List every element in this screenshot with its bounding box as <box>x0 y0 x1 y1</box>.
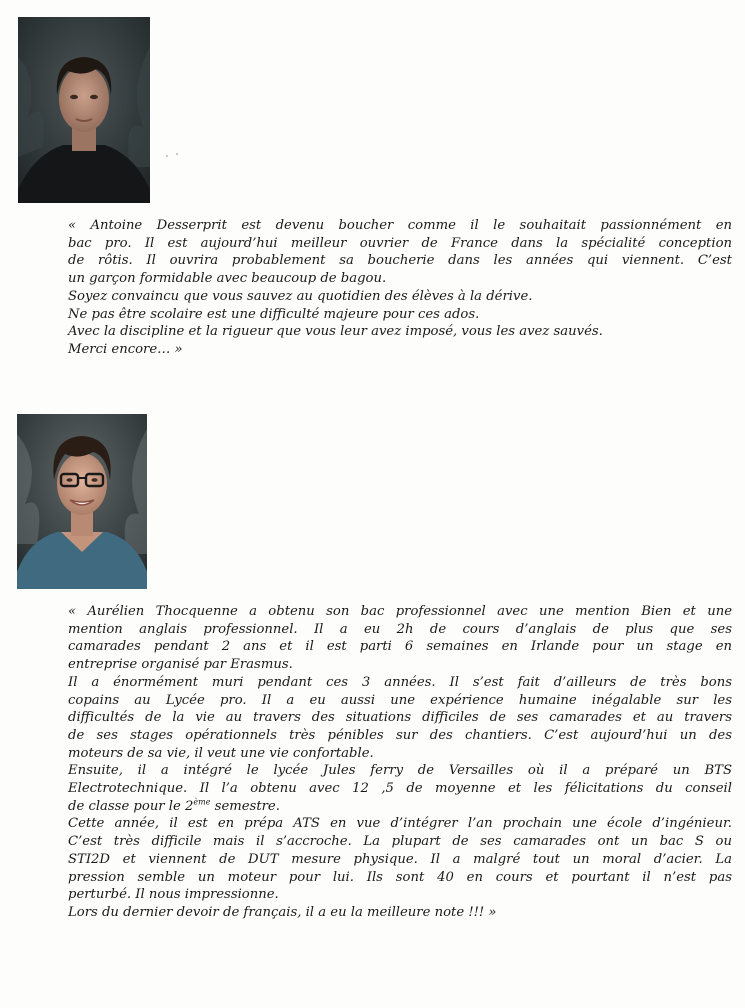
testimonial-line: Merci encore… » <box>68 341 183 357</box>
testimonial-line: Ne pas être scolaire est une difficulté majeure pour ces ados. <box>68 306 480 322</box>
testimonial-antoine <box>68 217 732 359</box>
testimonial-aurelien <box>68 603 732 922</box>
testimonial-line: C’est très difficile mais il s’accroche. La plupart de ses camarades ont un bac S ou <box>68 834 732 850</box>
testimonial-line <box>68 798 732 816</box>
testimonial-line: Il a énormément muri pendant ces 3 années. Il s’est fait d’ailleurs de très bons <box>68 674 732 690</box>
ordinal-suffix: ème <box>193 797 211 807</box>
testimonial-line: moteurs de sa vie, il veut une vie confortable. <box>68 745 374 761</box>
portrait-image <box>17 414 147 589</box>
testimonial-line: Soyez convaincu que vous sauvez au quotidien des élèves à la dérive. <box>68 288 533 304</box>
testimonial-line: « Antoine Desserprit est devenu boucher comme il le souhaitait passionnément en <box>68 218 732 233</box>
testimonial-text: semestre. <box>210 798 280 814</box>
testimonial-line: bac pro. Il est aujourd’hui meilleur ouvrier de France dans la spécialité conception <box>68 235 732 251</box>
testimonial-line: entreprise organisé par Erasmus. <box>68 657 293 673</box>
testimonial-line: Avec la discipline et la rigueur que vous leur avez imposé, vous les avez sauvés. <box>68 324 603 340</box>
testimonial-line: de rôtis. Il ouvrira probablement sa boucherie dans les années qui viennent. C’est <box>68 253 732 269</box>
student-photo-1 <box>18 17 150 203</box>
student-photo-2 <box>17 414 147 589</box>
testimonial-line: copains au Lycée pro. Il a eu aussi une expérience humaine inégalable sur les <box>68 692 732 708</box>
testimonial-line: Lors du dernier devoir de français, il a eu la meilleure note !!! » <box>68 904 497 920</box>
testimonial-line: pression semble un moteur pour lui. Ils sont 40 en cours et pourtant il n’est pas <box>68 869 732 885</box>
testimonial-line: Ensuite, il a intégré le lycée Jules ferry de Versailles où il a préparé un BTS <box>68 763 732 779</box>
testimonial-line: perturbé. Il nous impressionne. <box>68 887 279 903</box>
testimonial-line: Electrotechnique. Il l’a obtenu avec 12 ,5 de moyenne et les félicitations du conseil <box>68 781 732 797</box>
testimonial-line: de ses stages opérationnels très pénibles sur des chantiers. C’est aujourd’hui un des <box>68 727 732 743</box>
portrait-image <box>18 17 150 203</box>
testimonial-line: camarades pendant 2 ans et il est parti 6 semaines en Irlande pour un stage en <box>68 639 732 655</box>
testimonial-line: STI2D et viennent de DUT mesure physique. Il a malgré tout un moral d’acier. La <box>68 851 732 867</box>
scan-speck <box>165 152 179 158</box>
testimonial-line: un garçon formidable avec beaucoup de bagou. <box>68 271 387 287</box>
testimonial-text: de classe pour le 2 <box>68 798 194 814</box>
testimonial-line: difficultés de la vie au travers des situations difficiles de ses camarades et au travers <box>68 710 732 726</box>
testimonial-line: « Aurélien Thocquenne a obtenu son bac professionnel avec une mention Bien et une <box>68 604 732 619</box>
testimonial-line: Cette année, il est en prépa ATS en vue d’intégrer l’an prochain une école d’ingénieur. <box>68 816 732 832</box>
testimonial-line: mention anglais professionnel. Il a eu 2h de cours d’anglais de plus que ses <box>68 621 732 637</box>
